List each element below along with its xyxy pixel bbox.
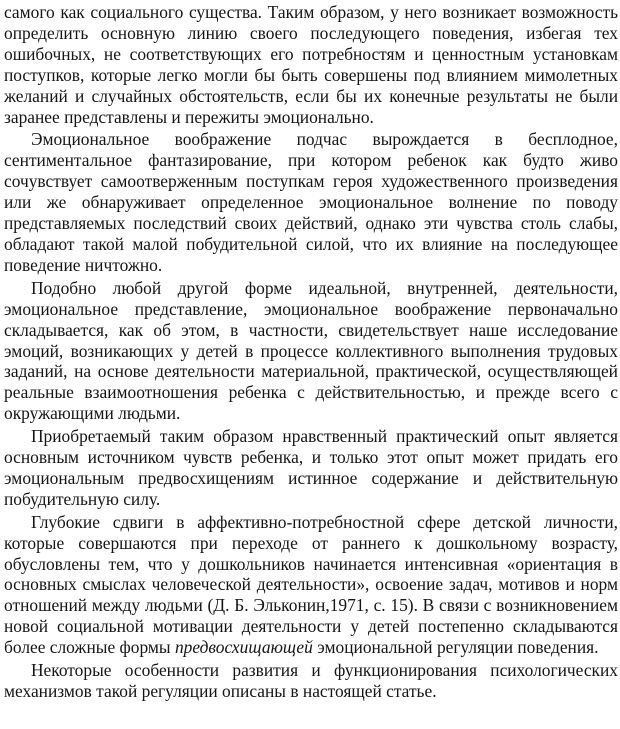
- paragraph-5-text-after: эмоциональной регуляции поведения.: [312, 637, 599, 658]
- paragraph-3: Подобно любой другой форме идеальной, внутренней, деятельности, эмоциональное представление, эмоциональное воображение первоначально складывается, как об этом, в частности, свидетельствует наше исследование эмоций, возникающих у детей в процессе коллективного выполнения трудовых заданий, на основе деятельности материальной, практической, осуществляющей реальные взаимоотношения ребенка с действительностью, и прежде всего с окружающими людьми.: [4, 277, 618, 424]
- paragraph-1: самого как социального существа. Таким образом, у него возникает возможность определить основную линию своего последующего поведения, избегая тех ошибочных, не соответствующих его потребностям и ценностным установкам поступков, которые легко могли бы быть совершены под влиянием мимолетных желаний и случайных обстоятельств, если бы их конечные результаты не были заранее представлены и пережиты эмоционально.: [4, 2, 618, 127]
- paragraph-5-emphasis: предвосхищающей: [174, 637, 313, 658]
- paragraph-6: Некоторые особенности развития и функционирования психологических механизмов такой регуляции описаны в настоящей статье.: [4, 660, 618, 701]
- paragraph-4: Приобретаемый таким образом нравственный практический опыт является основным источником чувств ребенка, и только этот опыт может придать его эмоциональным предвосхищениям истинное содержание и действительную побудительную силу.: [4, 426, 618, 509]
- paragraph-5-text-before: Глубокие сдвиги в аффективно-потребностной сфере детской личности, которые совершаются при переходе от раннего к дошкольному возрасту, обусловлены тем, что у дошкольников начинается интенсивная «ориентация в основных смыслах человеческой деятельности», освоение задач, мотивов и норм отношений между людьми (Д. Б. Эльконин,1971, с. 15). В связи с возникновением новой социальной мотивации деятельности у детей постепенно складываются более сложные формы: [4, 511, 618, 658]
- paragraph-2: Эмоциональное воображение подчас вырождается в бесплодное, сентиментальное фантазирование, при котором ребенок как будто живо сочувствует самоотверженным поступкам героя художественного произведения или же обнаруживает определенное эмоциональное волнение по поводу представляемых последствий своих действий, однако эти чувства столь слабы, обладают такой малой побудительной силой, что их влияние на последующее поведение ничтожно.: [4, 129, 618, 275]
- paragraph-5: [4, 512, 618, 658]
